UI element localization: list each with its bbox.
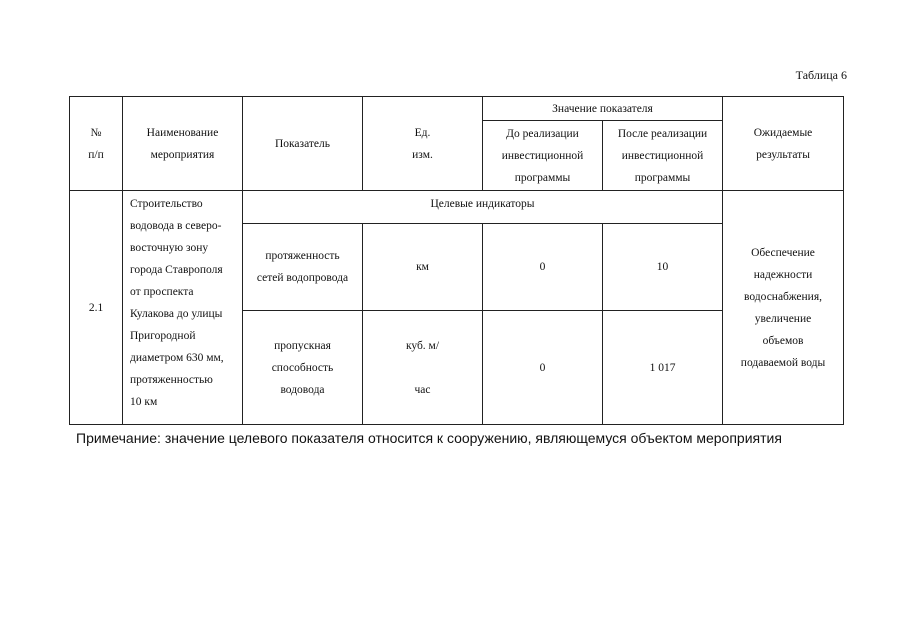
header-indicator: Показатель [243,97,363,191]
unit-cell: км [363,224,483,311]
header-before: До реализации инвестиционной программы [483,121,603,191]
header-name: Наименование мероприятия [123,97,243,191]
header-unit: Ед. изм. [363,97,483,191]
before-value: 0 [483,311,603,425]
section-header: Целевые индикаторы [243,191,723,224]
indicator-cell: протяженность сетей водопровода [243,224,363,311]
header-value-group: Значение показателя [483,97,723,121]
row-name: Строительство водовода в северо- восточную зону города Ставрополя от проспекта Кулакова до улицы Пригородной диаметром 630 мм, протяженностью 10 км [123,191,243,425]
indicators-table [69,96,844,425]
row-expected: Обеспечение надежности водоснабжения, увеличение объемов подаваемой воды [723,191,844,425]
after-value: 1 017 [603,311,723,425]
row-num: 2.1 [70,191,123,425]
indicator-cell: пропускная способность водовода [243,311,363,425]
after-value: 10 [603,224,723,311]
before-value: 0 [483,224,603,311]
header-expected: Ожидаемые результаты [723,97,844,191]
unit-cell: куб. м/ час [363,311,483,425]
table-caption: Таблица 6 [795,68,847,82]
header-num: № п/п [70,97,123,191]
footnote: Примечание: значение целевого показателя относится к сооружению, являющемуся объектом мероприятия [76,430,782,446]
header-after: После реализации инвестиционной программы [603,121,723,191]
